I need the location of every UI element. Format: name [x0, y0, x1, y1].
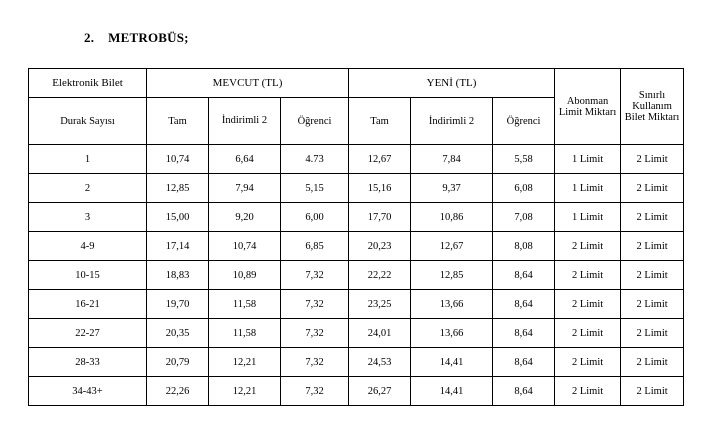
section-title: METROBÜS; [108, 30, 189, 45]
table-row [29, 377, 684, 406]
cell-new-student: 8,08 [493, 232, 555, 261]
cell-stops: 34-43+ [29, 377, 147, 406]
cell-new-full: 23,25 [349, 290, 411, 319]
cell-new-student: 8,64 [493, 290, 555, 319]
cell-new-full: 24,53 [349, 348, 411, 377]
cell-new-full: 15,16 [349, 174, 411, 203]
table-row [29, 261, 684, 290]
cell-limit-amount: 2 Limit [555, 319, 621, 348]
cell-current-discount: 12,21 [209, 348, 281, 377]
cell-new-discount: 14,41 [411, 377, 493, 406]
cell-limited-use: 2 Limit [621, 261, 684, 290]
cell-current-discount: 7,94 [209, 174, 281, 203]
cell-current-student: 4.73 [281, 145, 349, 174]
cell-current-student: 7,32 [281, 348, 349, 377]
cell-stops: 1 [29, 145, 147, 174]
cell-new-student: 8,64 [493, 319, 555, 348]
cell-stops: 2 [29, 174, 147, 203]
cell-limited-use: 2 Limit [621, 348, 684, 377]
cell-limit-amount: 1 Limit [555, 203, 621, 232]
header-new-full: Tam [349, 98, 411, 145]
cell-current-student: 6,00 [281, 203, 349, 232]
fare-table-container [28, 68, 683, 406]
header-limited-use-ticket-amount: Sınırlı Kullanım Bilet Miktarı [621, 69, 684, 145]
cell-new-student: 6,08 [493, 174, 555, 203]
cell-current-full: 15,00 [147, 203, 209, 232]
header-stop-count: Durak Sayısı [29, 98, 147, 145]
cell-new-student: 5,58 [493, 145, 555, 174]
table-header-row-groups [29, 69, 684, 98]
cell-new-student: 7,08 [493, 203, 555, 232]
cell-current-student: 7,32 [281, 319, 349, 348]
header-current-discount: İndirimli 2 [209, 98, 281, 145]
cell-limited-use: 2 Limit [621, 174, 684, 203]
cell-stops: 3 [29, 203, 147, 232]
cell-new-full: 12,67 [349, 145, 411, 174]
table-row [29, 348, 684, 377]
cell-limit-amount: 2 Limit [555, 348, 621, 377]
cell-stops: 4-9 [29, 232, 147, 261]
cell-current-discount: 10,89 [209, 261, 281, 290]
cell-current-discount: 10,74 [209, 232, 281, 261]
cell-limited-use: 2 Limit [621, 145, 684, 174]
table-row [29, 319, 684, 348]
table-row [29, 145, 684, 174]
cell-limited-use: 2 Limit [621, 232, 684, 261]
cell-limited-use: 2 Limit [621, 319, 684, 348]
cell-stops: 28-33 [29, 348, 147, 377]
cell-new-full: 22,22 [349, 261, 411, 290]
header-current-student: Öğrenci [281, 98, 349, 145]
cell-current-full: 17,14 [147, 232, 209, 261]
cell-limit-amount: 2 Limit [555, 377, 621, 406]
cell-new-discount: 13,66 [411, 290, 493, 319]
cell-new-student: 8,64 [493, 348, 555, 377]
cell-new-full: 26,27 [349, 377, 411, 406]
cell-new-full: 20,23 [349, 232, 411, 261]
cell-current-discount: 11,58 [209, 290, 281, 319]
cell-current-discount: 9,20 [209, 203, 281, 232]
header-subscription-limit-amount: Abonman Limit Miktarı [555, 69, 621, 145]
cell-limit-amount: 2 Limit [555, 232, 621, 261]
cell-new-discount: 12,85 [411, 261, 493, 290]
cell-limited-use: 2 Limit [621, 290, 684, 319]
cell-stops: 16-21 [29, 290, 147, 319]
cell-current-full: 10,74 [147, 145, 209, 174]
cell-stops: 22-27 [29, 319, 147, 348]
cell-limit-amount: 2 Limit [555, 290, 621, 319]
cell-current-full: 20,79 [147, 348, 209, 377]
cell-current-discount: 6,64 [209, 145, 281, 174]
cell-current-discount: 12,21 [209, 377, 281, 406]
cell-current-full: 19,70 [147, 290, 209, 319]
cell-new-discount: 9,37 [411, 174, 493, 203]
cell-limit-amount: 1 Limit [555, 145, 621, 174]
cell-new-discount: 10,86 [411, 203, 493, 232]
table-row [29, 232, 684, 261]
header-electronic-ticket: Elektronik Bilet [29, 69, 147, 98]
cell-limited-use: 2 Limit [621, 377, 684, 406]
table-row [29, 290, 684, 319]
cell-current-student: 6,85 [281, 232, 349, 261]
cell-current-student: 7,32 [281, 377, 349, 406]
cell-new-discount: 12,67 [411, 232, 493, 261]
cell-current-student: 5,15 [281, 174, 349, 203]
cell-current-full: 18,83 [147, 261, 209, 290]
cell-current-discount: 11,58 [209, 319, 281, 348]
cell-current-full: 22,26 [147, 377, 209, 406]
cell-limited-use: 2 Limit [621, 203, 684, 232]
header-current-full: Tam [147, 98, 209, 145]
header-group-current: MEVCUT (TL) [147, 69, 349, 98]
cell-current-full: 20,35 [147, 319, 209, 348]
cell-new-full: 17,70 [349, 203, 411, 232]
cell-current-full: 12,85 [147, 174, 209, 203]
table-row [29, 203, 684, 232]
cell-current-student: 7,32 [281, 290, 349, 319]
fare-table [28, 68, 684, 406]
header-new-discount: İndirimli 2 [411, 98, 493, 145]
cell-new-discount: 13,66 [411, 319, 493, 348]
header-group-new: YENİ (TL) [349, 69, 555, 98]
fare-table-body [29, 145, 684, 406]
cell-stops: 10-15 [29, 261, 147, 290]
cell-new-student: 8,64 [493, 377, 555, 406]
section-number: 2. [84, 30, 95, 45]
cell-new-discount: 7,84 [411, 145, 493, 174]
header-new-student: Öğrenci [493, 98, 555, 145]
section-heading [84, 30, 189, 46]
cell-limit-amount: 1 Limit [555, 174, 621, 203]
cell-current-student: 7,32 [281, 261, 349, 290]
cell-new-full: 24,01 [349, 319, 411, 348]
cell-new-student: 8,64 [493, 261, 555, 290]
cell-new-discount: 14,41 [411, 348, 493, 377]
table-row [29, 174, 684, 203]
cell-limit-amount: 2 Limit [555, 261, 621, 290]
